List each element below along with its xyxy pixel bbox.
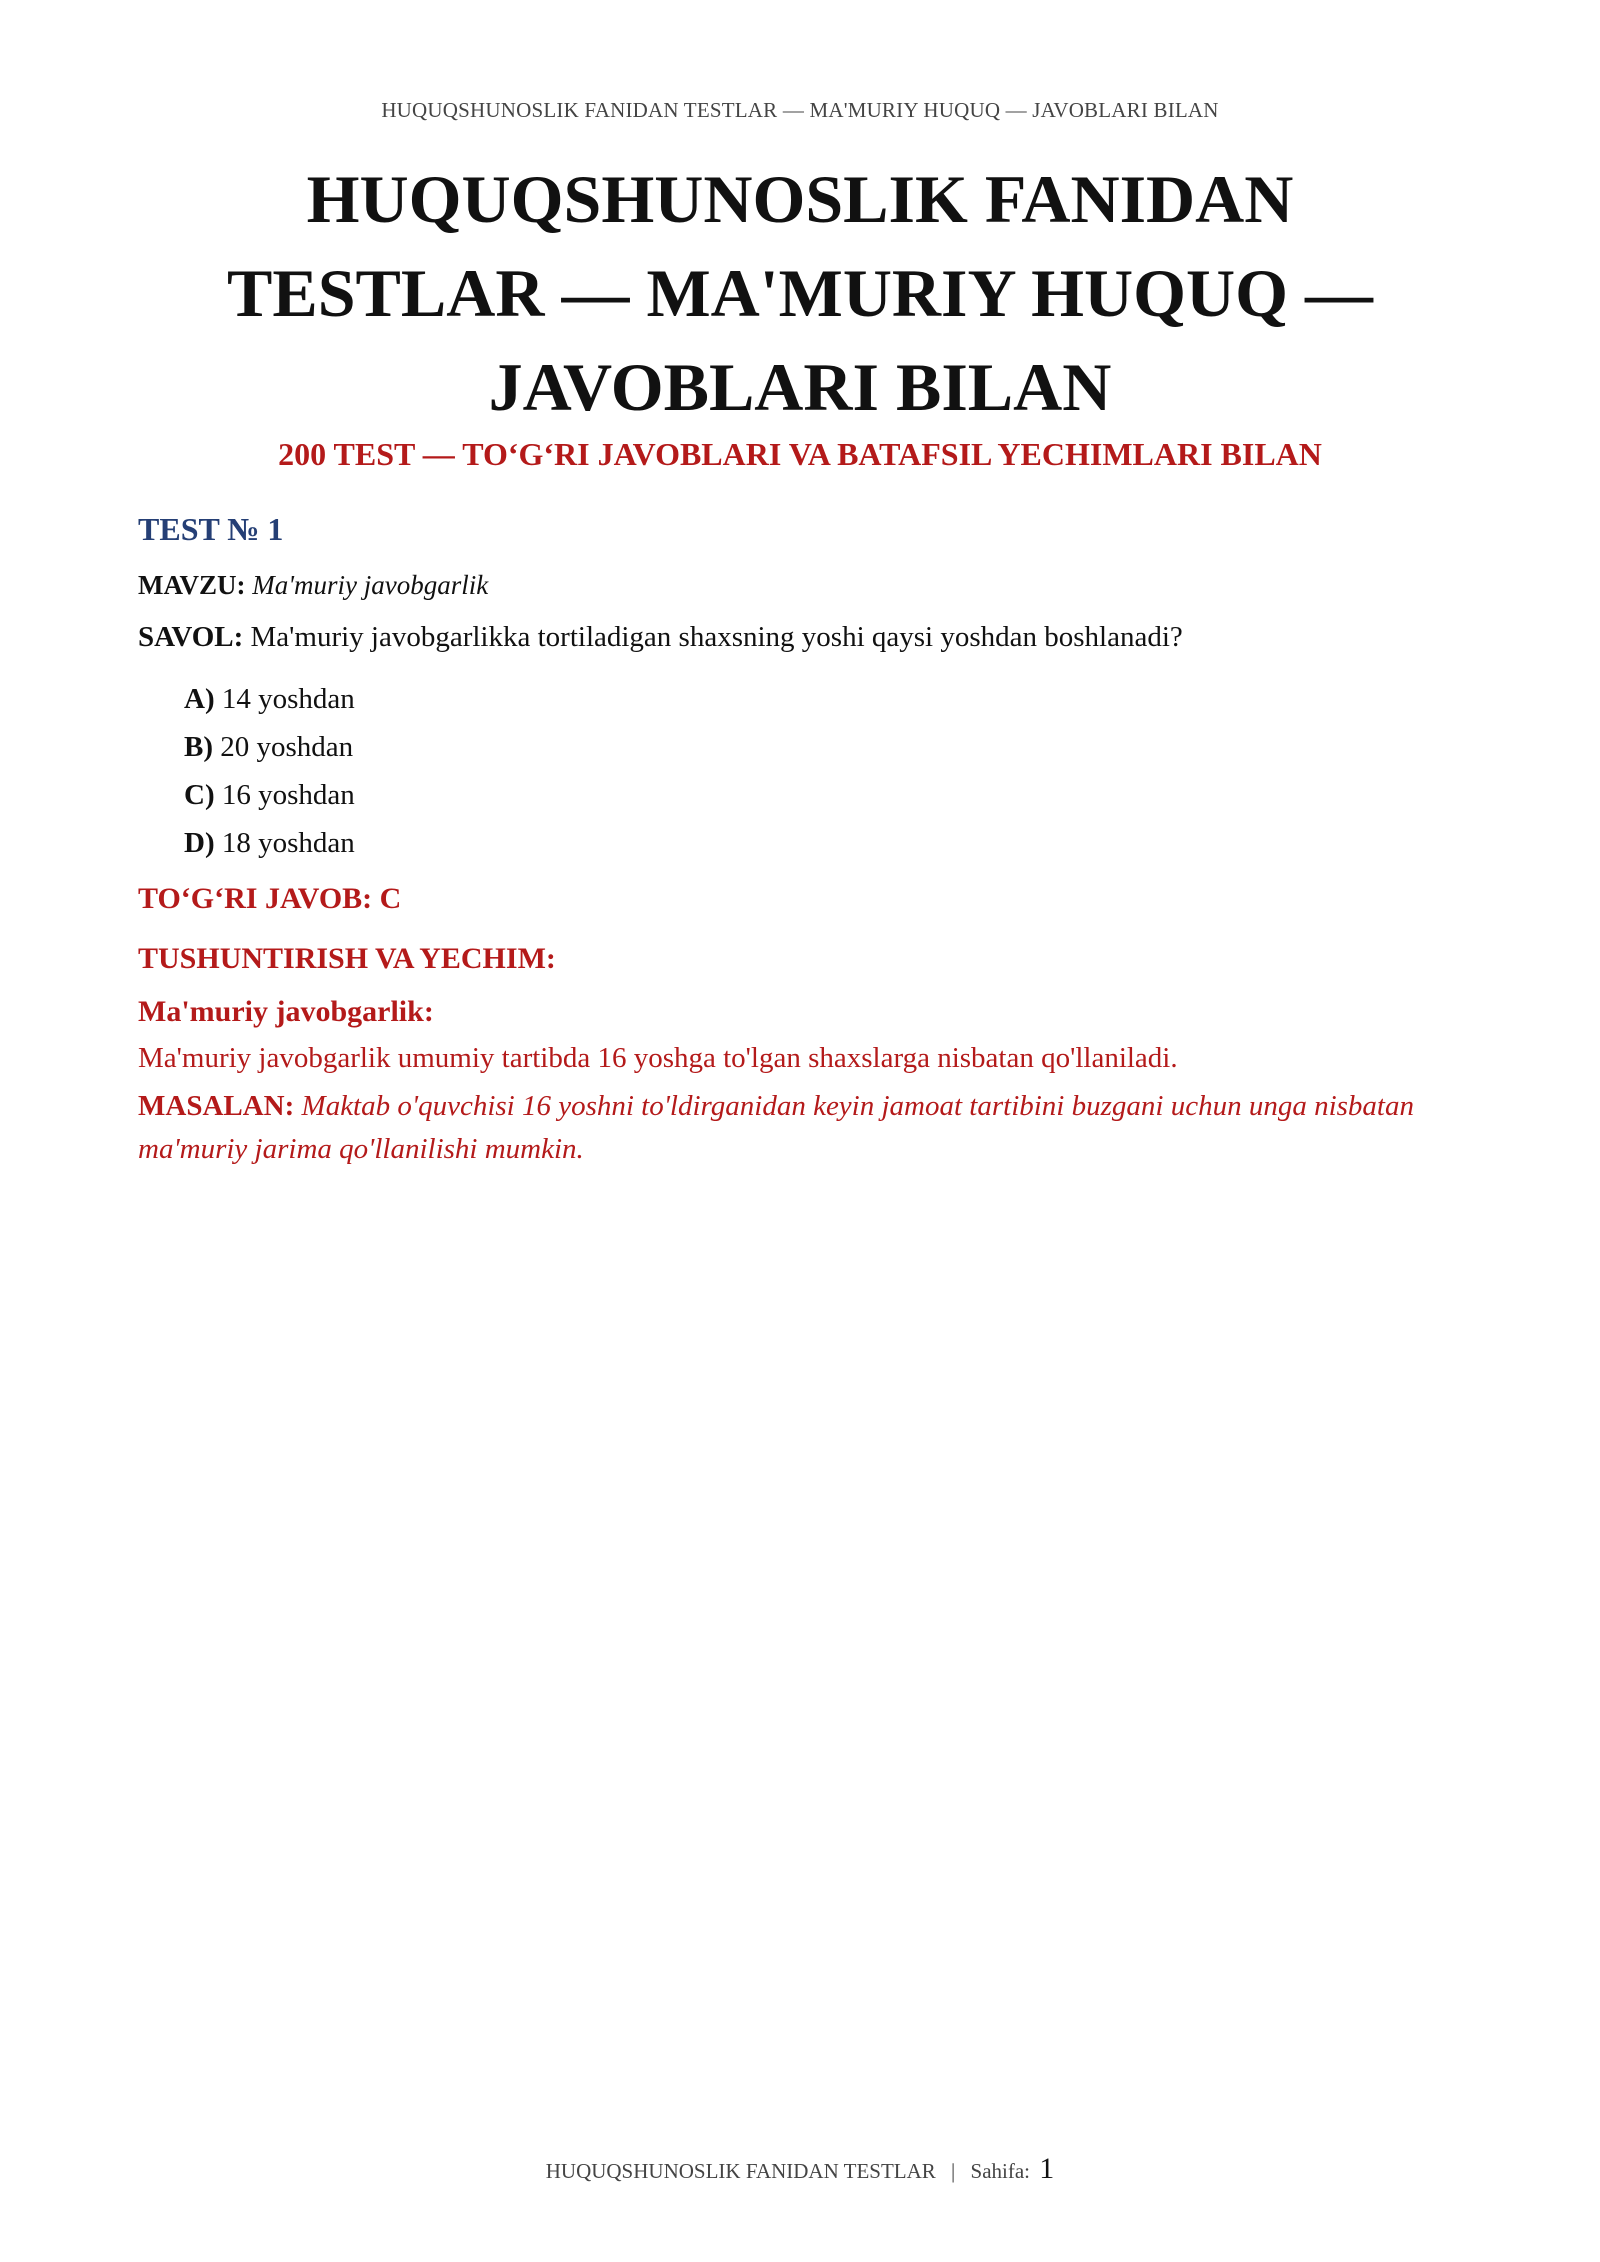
footer-page-label: Sahifa: [970,2159,1030,2183]
page-title [160,152,1440,434]
option-b [184,723,1468,771]
topic-line [138,567,1468,603]
correct-answer: TO‘G‘RI JAVOB: C [138,882,402,915]
footer-separator: | [951,2159,956,2183]
option-text: 20 yoshdan [220,731,354,763]
option-text: 14 yoshdan [221,683,355,715]
answer-options [138,675,1468,867]
title-line-2: TESTLAR — MA'MURIY HUQUQ — [227,255,1373,331]
example-label: MASALAN: [138,1090,295,1122]
page-subtitle: 200 TEST — TO‘G‘RI JAVOBLARI VA BATAFSIL YECHIMLARI BILAN [278,436,1322,472]
page-footer [0,2152,1600,2186]
option-c [184,771,1468,819]
title-line-3: JAVOBLARI BILAN [488,349,1112,425]
topic-value: Ma'muriy javobgarlik [252,570,489,600]
option-letter: D) [184,827,215,859]
example-paragraph [138,1085,1468,1171]
explanation-heading: TUSHUNTIRISH VA YECHIM: [138,942,556,975]
option-letter: C) [184,779,215,811]
footer-title: HUQUQSHUNOSLIK FANIDAN TESTLAR [545,2159,936,2183]
option-a [184,675,1468,723]
test-number: TEST № 1 [138,511,284,547]
running-header: HUQUQSHUNOSLIK FANIDAN TESTLAR — MA'MURIY HUQUQ — JAVOBLARI BILAN [381,98,1219,122]
option-d [184,819,1468,867]
option-text: 16 yoshdan [221,779,355,811]
question-text: Ma'muriy javobgarlikka tortiladigan shaxsning yoshi qaysi yoshdan boshlanadi? [250,621,1183,653]
option-letter: A) [184,683,215,715]
option-text: 18 yoshdan [221,827,355,859]
option-letter: B) [184,731,213,763]
test-block [138,505,1468,1171]
example-text: Maktab o'quvchisi 16 yoshni to'ldirganidan keyin jamoat tartibini buzgani uchun unga nisbatan ma'muriy jarima qo'llanilishi mumkin. [138,1090,1414,1165]
question-label: SAVOL: [138,621,244,653]
question-line [138,617,1468,657]
page-number: 1 [1039,2152,1055,2185]
explanation-text: Ma'muriy javobgarlik umumiy tartibda 16 yoshga to'lgan shaxslarga nisbatan qo'llaniladi. [138,1042,1178,1074]
explanation-subheading: Ma'muriy javobgarlik: [138,995,434,1028]
topic-label: MAVZU: [138,570,246,600]
title-line-1: HUQUQSHUNOSLIK FANIDAN [306,161,1294,237]
